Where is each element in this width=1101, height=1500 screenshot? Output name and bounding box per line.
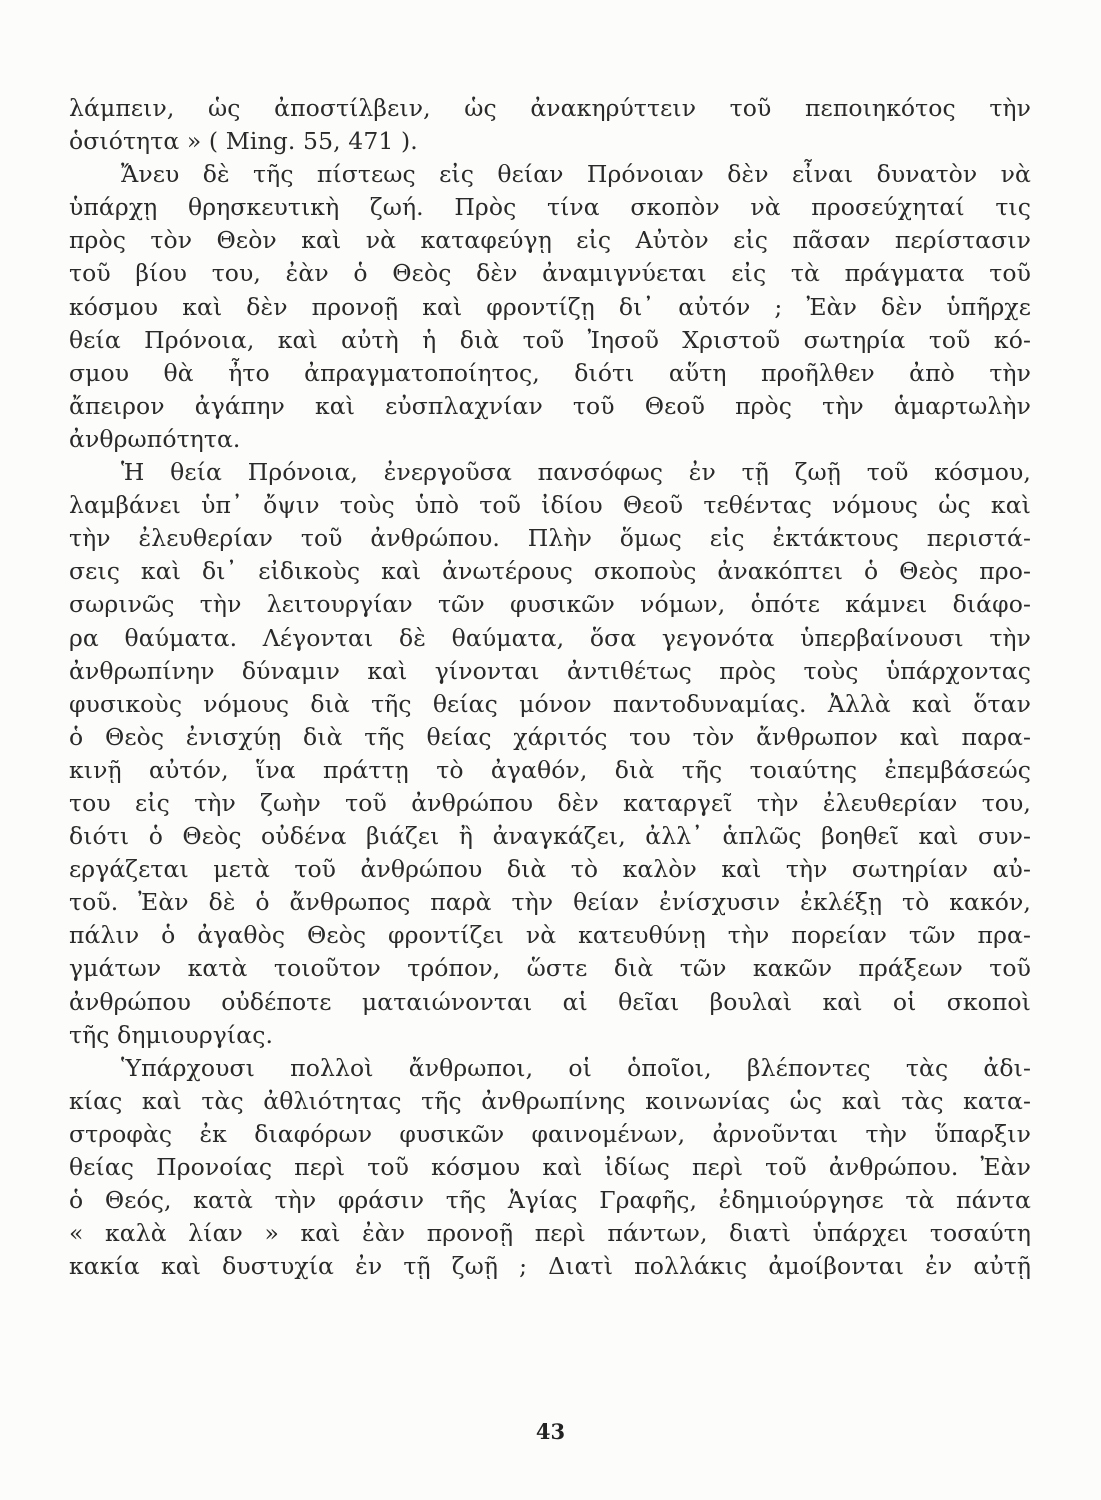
text-line: ὁ Θεὸς ἐνισχύῃ διὰ τῆς θείας χάριτός του τὸν ἄνθρωπον καὶ παρα- <box>69 722 1031 751</box>
page-number: 43 <box>535 1419 566 1444</box>
text-line: φυσικοὺς νόμους διὰ τῆς θείας μόνον παντοδυναμίας. Ἀλλὰ καὶ ὅταν <box>69 689 1031 718</box>
text-line: ὑπάρχῃ θρησκευτικὴ ζωή. Πρὸς τίνα σκοπὸν νὰ προσεύχηταί τις <box>69 193 1031 222</box>
paragraph-start-line: Ἡ θεία Πρόνοια, ἐνεργοῦσα πανσόφως ἐν τῇ ζωῇ τοῦ κόσμου, <box>121 458 1031 487</box>
text-line: λάμπειν, ὡς ἀποστίλβειν, ὡς ἀνακηρύττειν τοῦ πεποιηκότος τὴν <box>69 94 1031 122</box>
text-line: τὴν ἐλευθερίαν τοῦ ἀνθρώπου. Πλὴν ὅμως εἰς ἐκτάκτους περιστά- <box>69 524 1031 553</box>
text-line: λαμβάνει ὑπ᾽ ὄψιν τοὺς ὑπὸ τοῦ ἰδίου Θεοῦ τεθέντας νόμους ὡς καὶ <box>69 491 1031 520</box>
text-line: του εἰς τὴν ζωὴν τοῦ ἀνθρώπου δὲν καταργεῖ τὴν ἐλευθερίαν του, <box>69 788 1031 817</box>
text-line: σεις καὶ δι᾽ εἰδικοὺς καὶ ἀνωτέρους σκοποὺς ἀνακόπτει ὁ Θεὸς προ- <box>69 557 1031 586</box>
body-text <box>69 92 1031 1283</box>
text-line: σμου θὰ ἦτο ἀπραγματοποίητος, διότι αὕτη προῆλθεν ἀπὸ τὴν <box>69 358 1031 387</box>
text-line: κακία καὶ δυστυχία ἐν τῇ ζωῇ ; Διατὶ πολλάκις ἀμοίβονται ἐν αὐτῇ <box>69 1252 1031 1281</box>
text-line: σωρινῶς τὴν λειτουργίαν τῶν φυσικῶν νόμων, ὁπότε κάμνει διάφο- <box>69 590 1031 619</box>
text-line: ὁσιότητα » ( Ming. 55, 471 ). <box>69 127 418 156</box>
paragraph-start-line: Ὑπάρχουσι πολλοὶ ἄνθρωποι, οἱ ὁποῖοι, βλέποντες τὰς ἀδι- <box>121 1053 1031 1082</box>
text-line: ἀνθρώπου οὐδέποτε ματαιώνονται αἱ θεῖαι βουλαὶ καὶ οἱ σκοποὶ <box>69 987 1031 1016</box>
text-line: γμάτων κατὰ τοιοῦτον τρόπον, ὥστε διὰ τῶν κακῶν πράξεων τοῦ <box>69 954 1031 983</box>
text-line: τοῦ. Ἐὰν δὲ ὁ ἄνθρωπος παρὰ τὴν θείαν ἐνίσχυσιν ἐκλέξῃ τὸ κακόν, <box>69 888 1031 917</box>
text-line: τῆς δημιουργίας. <box>69 1020 274 1049</box>
text-line: « καλὰ λίαν » καὶ ἐὰν προνοῇ περὶ πάντων, διατὶ ὑπάρχει τοσαύτη <box>69 1219 1031 1248</box>
text-line: ρα θαύματα. Λέγονται δὲ θαύματα, ὅσα γεγονότα ὑπερβαίνουσι τὴν <box>69 623 1031 652</box>
text-line: διότι ὁ Θεὸς οὐδένα βιάζει ἢ ἀναγκάζει, ἀλλ᾽ ἁπλῶς βοηθεῖ καὶ συν- <box>69 822 1031 851</box>
text-line: ἀνθρωπότητα. <box>69 424 241 453</box>
text-line: θείας Προνοίας περὶ τοῦ κόσμου καὶ ἰδίως περὶ τοῦ ἀνθρώπου. Ἐὰν <box>69 1153 1031 1181</box>
paragraph-start-line: Ἄνευ δὲ τῆς πίστεως εἰς θείαν Πρόνοιαν δὲν εἶναι δυνατὸν νὰ <box>121 160 1031 189</box>
text-line: ὁ Θεός, κατὰ τὴν φράσιν τῆς Ἁγίας Γραφῆς, ἐδημιούργησε τὰ πάντα <box>69 1186 1031 1215</box>
text-line: ἄπειρον ἀγάπην καὶ εὐσπλαχνίαν τοῦ Θεοῦ πρὸς τὴν ἁμαρτωλὴν <box>69 391 1031 420</box>
text-line: στροφὰς ἐκ διαφόρων φυσικῶν φαινομένων, ἀρνοῦνται τὴν ὕπαρξιν <box>69 1119 1031 1148</box>
text-line: κίας καὶ τὰς ἀθλιότητας τῆς ἀνθρωπίνης κοινωνίας ὡς καὶ τὰς κατα- <box>69 1086 1031 1115</box>
text-line: κινῇ αὐτόν, ἵνα πράττῃ τὸ ἀγαθόν, διὰ τῆς τοιαύτης ἐπεμβάσεώς <box>69 755 1031 784</box>
text-line: εργάζεται μετὰ τοῦ ἀνθρώπου διὰ τὸ καλὸν καὶ τὴν σωτηρίαν αὐ- <box>69 855 1031 884</box>
text-line: πάλιν ὁ ἀγαθὸς Θεὸς φροντίζει νὰ κατευθύνῃ τὴν πορείαν τῶν πρα- <box>69 921 1031 950</box>
text-line: πρὸς τὸν Θεὸν καὶ νὰ καταφεύγῃ εἰς Αὐτὸν εἰς πᾶσαν περίστασιν <box>69 226 1031 255</box>
text-line: τοῦ βίου του, ἐὰν ὁ Θεὸς δὲν ἀναμιγνύεται εἰς τὰ πράγματα τοῦ <box>69 259 1031 288</box>
text-line: θεία Πρόνοια, καὶ αὐτὴ ἡ διὰ τοῦ Ἰησοῦ Χριστοῦ σωτηρία τοῦ κό- <box>69 325 1031 354</box>
text-line: κόσμου καὶ δὲν προνοῇ καὶ φροντίζῃ δι᾽ αὐτόν ; Ἐὰν δὲν ὑπῆρχε <box>69 292 1031 321</box>
text-line: ἀνθρωπίνην δύναμιν καὶ γίνονται ἀντιθέτως πρὸς τοὺς ὑπάρχοντας <box>69 656 1031 685</box>
